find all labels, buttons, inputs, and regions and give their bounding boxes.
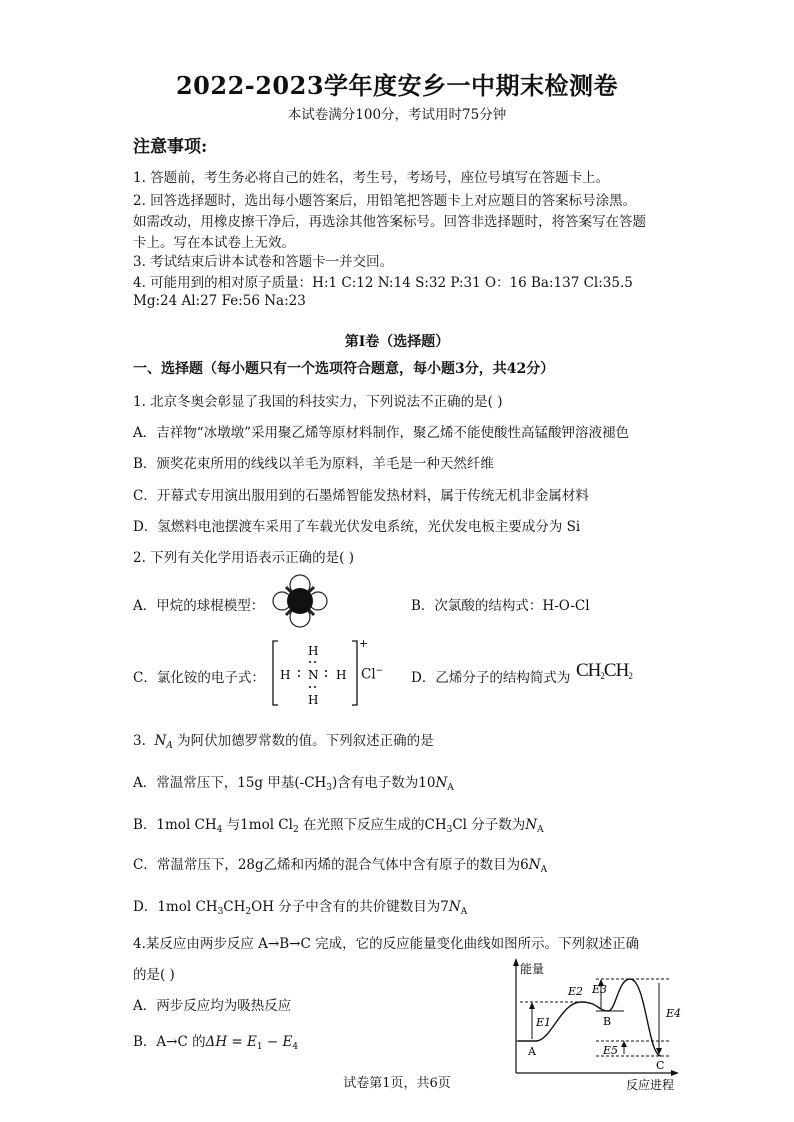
point-b-label: B [603, 1015, 612, 1028]
exam-title: 2022-2023学年度安乡一中期末检测卷 [175, 71, 619, 100]
y-axis-label: 能量 [520, 962, 545, 976]
q2-option-b: B．次氯酸的结构式：H-O-Cl [411, 598, 590, 614]
label-e2: E2 [568, 985, 584, 998]
lewis-chloride: Cl− [361, 666, 384, 683]
q3-option-d: D．1mol $CH_3CH_2OH$ 分子中含有的共价键数目为$7N_A$ [133, 899, 468, 917]
q3-option-c: C．常温常压下，28g乙烯和丙烯的混合气体中含有原子的数目为$6N_A$ [133, 857, 548, 875]
q3-option-b: B．1mol $CH_4$ 与1mol $Cl_2$ 在光照下反应生成的$CH_3Cl$ 分子数为$N_A$ [133, 817, 544, 835]
label-e3: E3 [592, 983, 608, 996]
q3-number: 3. [133, 733, 146, 749]
q1-stem: 1. 北京冬奥会彰显了我国的科技实力，下列说法不正确的是( ) [133, 394, 503, 410]
q2-option-c: C．氯化铵的电子式： [133, 670, 265, 686]
notice-line-5: 3. 考试结束后讲本试卷和答题卡一并交回。 [133, 254, 394, 270]
notice-line-6: 4. 可能用到的相对原子质量：H:1 C:12 N:14 S:32 P:31 O：16 Ba:137 Cl:35.5 [133, 275, 633, 291]
label-e1: E1 [536, 1016, 552, 1029]
q2-option-d: D．乙烯分子的结构简式为 [411, 670, 571, 686]
q3-na-symbol: $N_A$ [154, 733, 173, 751]
ethylene-formula: $CH_2CH_2$ [576, 660, 632, 681]
lewis-h-bottom: H [308, 693, 319, 707]
point-a-label: A [528, 1045, 536, 1058]
section-heading: 一、选择题（每小题只有一个选项符合题意，每小题3分，共42分） [133, 361, 555, 377]
label-e4: E4 [666, 1007, 682, 1020]
point-c-label: C [656, 1059, 665, 1072]
lewis-n: N [308, 668, 319, 682]
q4-stem-line-2: 的是( ) [133, 967, 175, 983]
notice-heading: 注意事项: [133, 137, 208, 157]
notice-line-7: Mg:24 Al:27 Fe:56 Na:23 [133, 293, 306, 309]
q2-stem: 2. 下列有关化学用语表示正确的是( ) [133, 550, 354, 566]
exam-subtitle: 本试卷满分100分，考试用时75分钟 [287, 107, 507, 123]
page-footer: 试卷第1页，共6页 [343, 1076, 451, 1091]
lewis-charge-plus: + [359, 637, 369, 650]
q3-option-a: A．常温常压下，15g 甲基$(-CH_3)$含有电子数为$10N_A$ [133, 775, 454, 793]
lewis-h-left: H [280, 668, 291, 682]
lewis-h-right: H [336, 668, 347, 682]
section-title: 第Ⅰ卷（选择题） [344, 334, 450, 350]
lewis-h-top: H [308, 644, 319, 658]
q4-option-a: A．两步反应均为吸热反应 [133, 998, 292, 1014]
q1-option-c: C．开幕式专用演出服用到的石墨烯智能发热材料，属于传统无机非金属材料 [133, 488, 589, 504]
q4-option-b: B．A→C 的$\Delta H = E_1 - E_4$ [133, 1034, 299, 1052]
notice-line-3: 如需改动，用橡皮擦干净后，再选涂其他答案标号。回答非选择题时，将答案写在答题 [133, 214, 646, 230]
q1-option-d: D．氢燃料电池摆渡车采用了车载光伏发电系统，光伏发电板主要成分为 Si [133, 519, 581, 535]
q1-option-a: A．吉祥物“冰墩墩”采用聚乙烯等原材料制作，聚乙烯不能使酸性高锰酸钾溶液褪色 [133, 425, 630, 441]
methane-ball-stick-model [268, 573, 332, 629]
label-e5: E5 [603, 1044, 619, 1057]
q3-stem: 为阿伏加德罗常数的值。下列叙述正确的是 [177, 733, 434, 749]
notice-line-1: 1. 答题前，考生务必将自己的姓名，考生号，考场号，座位号填写在答题卡上。 [133, 170, 610, 186]
notice-line-4: 卡上。写在本试卷上无效。 [133, 235, 295, 251]
q1-option-b: B．颁奖花束所用的线线以羊毛为原料，羊毛是一种天然纤维 [133, 456, 494, 472]
q4-stem-line-1: 4.某反应由两步反应 A→B→C 完成，它的反应能量变化曲线如图所示。下列叙述正确 [133, 936, 640, 952]
q2-option-a: A．甲烷的球棍模型： [133, 598, 265, 614]
notice-line-2: 2. 回答选择题时，选出每小题答案后，用铅笔把答题卡上对应题目的答案标号涂黑。 [133, 193, 637, 209]
x-axis-label: 反应进程 [626, 1078, 675, 1092]
q3-stem-wrap [133, 729, 434, 751]
